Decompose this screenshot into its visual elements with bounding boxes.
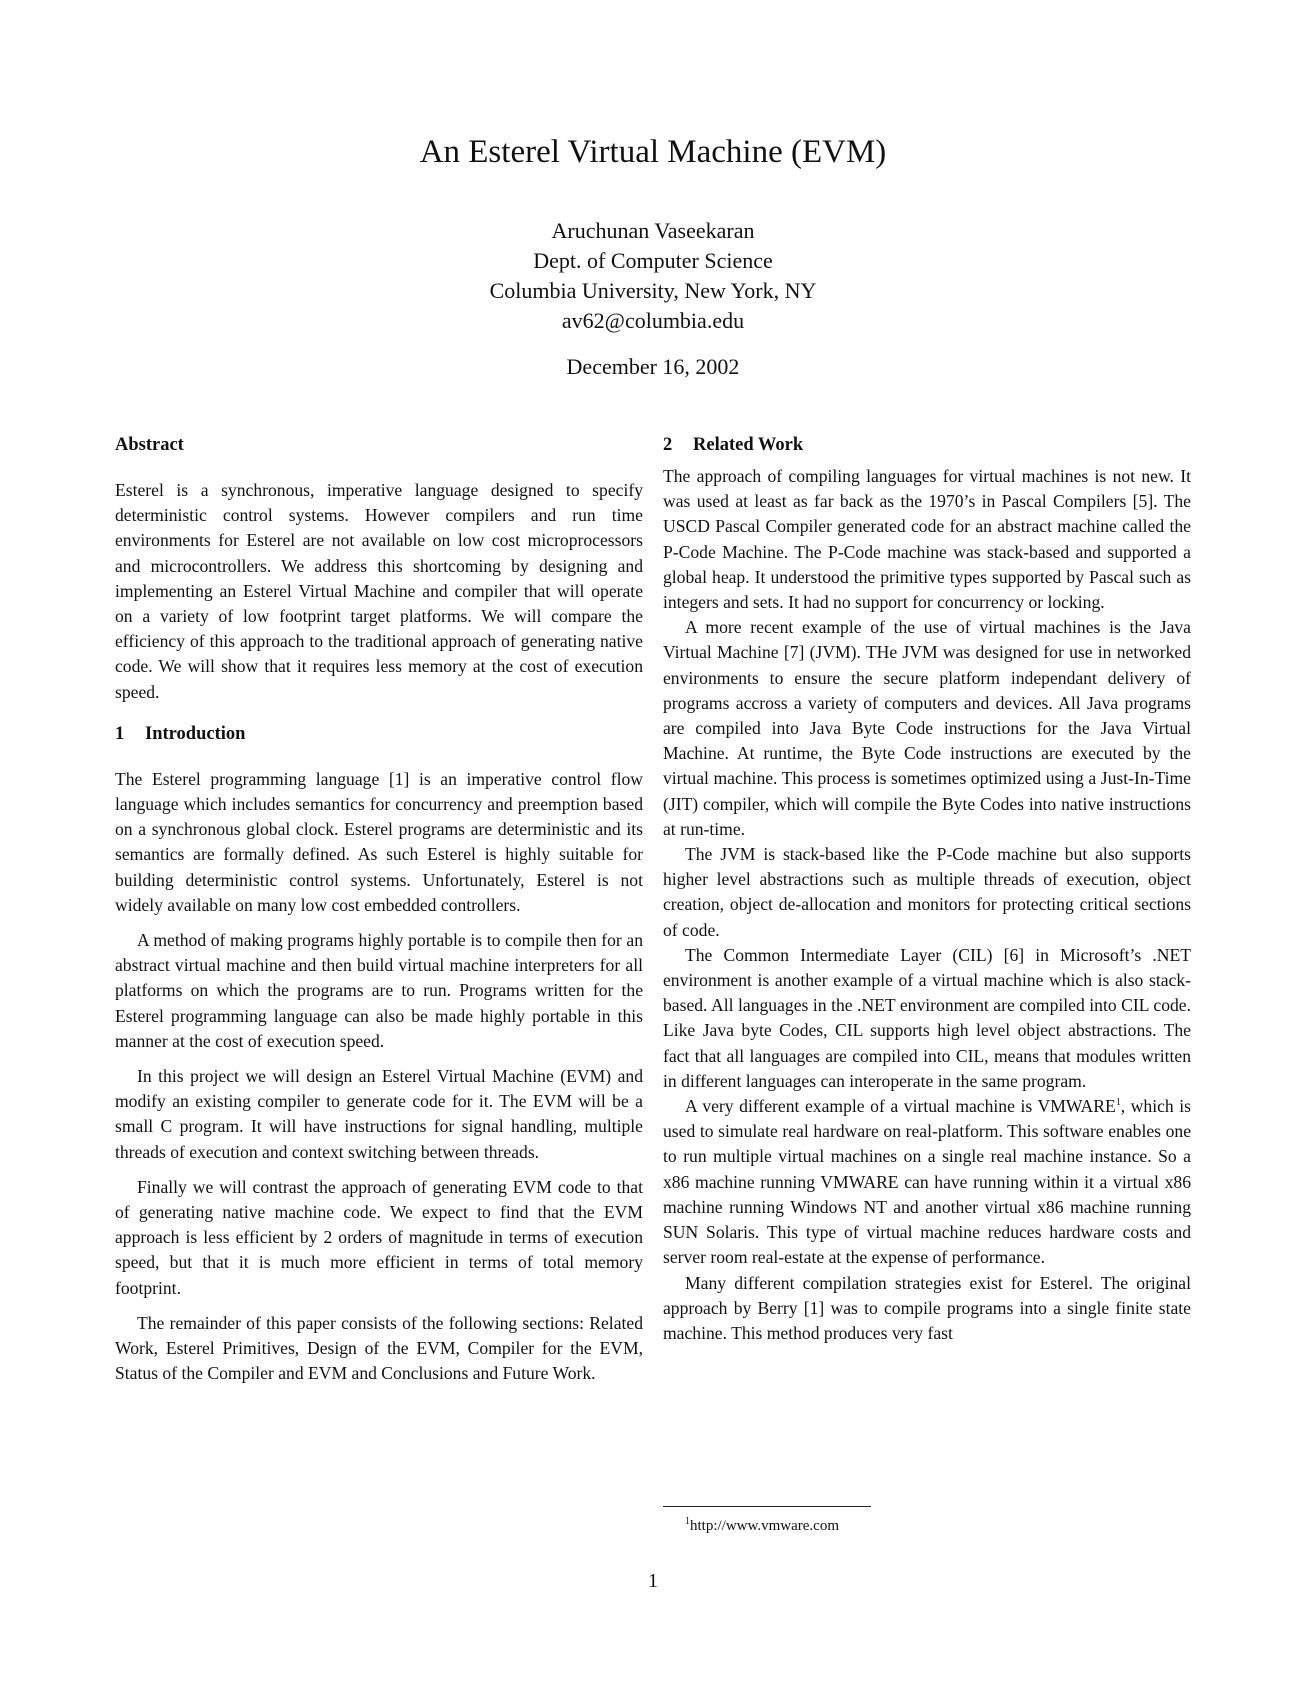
author-email: av62@columbia.edu [561, 308, 745, 333]
vmware-text-before: A very different example of a virtual machine is VMWARE [685, 1096, 1116, 1117]
footnote [685, 1512, 839, 1536]
author-department: Dept. of Computer Science [533, 248, 773, 273]
section-title: Introduction [145, 723, 246, 744]
page-number: 1 [648, 1570, 658, 1592]
related-paragraph-vmware [663, 1094, 1191, 1270]
author-block [0, 216, 1306, 336]
paper-date: December 16, 2002 [566, 354, 740, 379]
author-name: Aruchunan Vaseekaran [551, 218, 755, 243]
section-title: Related Work [693, 435, 804, 455]
related-paragraph: Many different compilation strategies exist for Esterel. The original approach by Berry [1] was to compile programs into a single finite state machine. This method produces very fast [663, 1272, 1191, 1343]
footnote-url[interactable]: http://www.vmware.com [690, 1518, 839, 1534]
section-number: 2 [663, 435, 673, 455]
related-paragraph: The approach of compiling languages for virtual machines is not new. It was used at least as far back as the 1970’s in Pascal Compilers [5]. The USCD Pascal Compiler generated code for an abstract machine called the P-Code Machine. The P-Code machine was stack-based and supported a global heap. It understood the primitive types supported by Pascal such as integers and sets. It had no support for concurrency or locking. [663, 466, 1191, 613]
right-column [663, 432, 1191, 1346]
related-work-heading [663, 432, 1191, 458]
intro-paragraph: The remainder of this paper consists of the following sections: Related Work, Esterel Primitives, Design of the EVM, Compiler for the EVM, Status of the Compiler and EVM and Conclusions and Future Work. [115, 1312, 643, 1384]
footnote-divider [663, 1506, 871, 1507]
author-institution: Columbia University, New York, NY [489, 278, 817, 303]
paper-title: An Esterel Virtual Machine (EVM) [419, 134, 887, 170]
abstract-heading: Abstract [115, 435, 184, 455]
related-paragraph: A more recent example of the use of virtual machines is the Java Virtual Machine [7] (JVM). THe JVM was designed for use in networked environments to ensure the secure platform independant delivery of programs accross a variety of computers and devices. All Java programs are compiled into Java Byte Code instructions for the Java Virtual Machine. At runtime, the Byte Code instructions are executed by the virtual machine. This process is sometimes optimized using a Just-In-Time (JIT) compiler, which will compile the Byte Codes into native instructions at run-time. [663, 617, 1191, 839]
related-paragraph: The Common Intermediate Layer (CIL) [6] in Microsoft’s .NET environment is another example of a virtual machine which is also stack-based. All languages in the .NET environment are compiled into CIL code. Like Java byte Codes, CIL supports high level object abstractions. The fact that all languages are compiled into CIL, means that modules written in different languages can interoperate in the same program. [663, 944, 1191, 1091]
left-column [115, 432, 643, 1387]
footnote-mark: 1 [685, 1516, 690, 1527]
section-number: 1 [115, 723, 125, 744]
footnote-reference[interactable]: 1 [1115, 1097, 1121, 1109]
intro-paragraph: In this project we will design an Esterel Virtual Machine (EVM) and modify an existing compiler to generate code for it. The EVM will be a small C program. It will have instructions for signal handling, multiple threads of execution and context switching between threads. [115, 1066, 643, 1162]
related-paragraph: The JVM is stack-based like the P-Code machine but also supports higher level abstractions such as multiple threads of execution, object creation, object de-allocation and monitors for protecting critical sections of code. [663, 844, 1191, 940]
vmware-text-after: , which is used to simulate real hardware on real-platform. This software enables one to run multiple virtual machines on a single real machine instance. So a x86 machine running VMWARE can have running within it a virtual x86 machine running Windows NT and another virtual x86 machine running SUN Solaris. This type of virtual machine reduces hardware costs and server room real-estate at the expense of performance. [663, 1096, 1192, 1268]
intro-paragraph: The Esterel programming language [1] is an imperative control flow language which includes semantics for concurrency and preemption based on a synchronous global clock. Esterel programs are deterministic and its semantics are formally defined. As such Esterel is highly suitable for building deterministic control systems. Unfortunately, Esterel is not widely available on many low cost embedded controllers. [115, 768, 643, 915]
intro-paragraph: A method of making programs highly portable is to compile then for an abstract virtual machine and then build virtual machine interpreters for all platforms on which the programs are to run. Programs written for the Esterel programming language can also be made highly portable in this manner at the cost of execution speed. [115, 930, 643, 1051]
abstract-text: Esterel is a synchronous, imperative language designed to specify deterministic control systems. However compilers and run time environments for Esterel are not available on low cost microprocessors and microcontrollers. We address this shortcoming by designing and implementing an Esterel Virtual Machine and compiler that will operate on a variety of low footprint target platforms. We will compare the efficiency of this approach to the traditional approach of generating native code. We will show that it requires less memory at the cost of execution speed. [115, 480, 643, 702]
introduction-heading [115, 721, 643, 747]
intro-paragraph: Finally we will contrast the approach of generating EVM code to that of generating native machine code. We expect to find that the EVM approach is less efficient by 2 orders of magnitude in terms of execution speed, but that it is much more efficient in terms of total memory footprint. [115, 1176, 643, 1298]
